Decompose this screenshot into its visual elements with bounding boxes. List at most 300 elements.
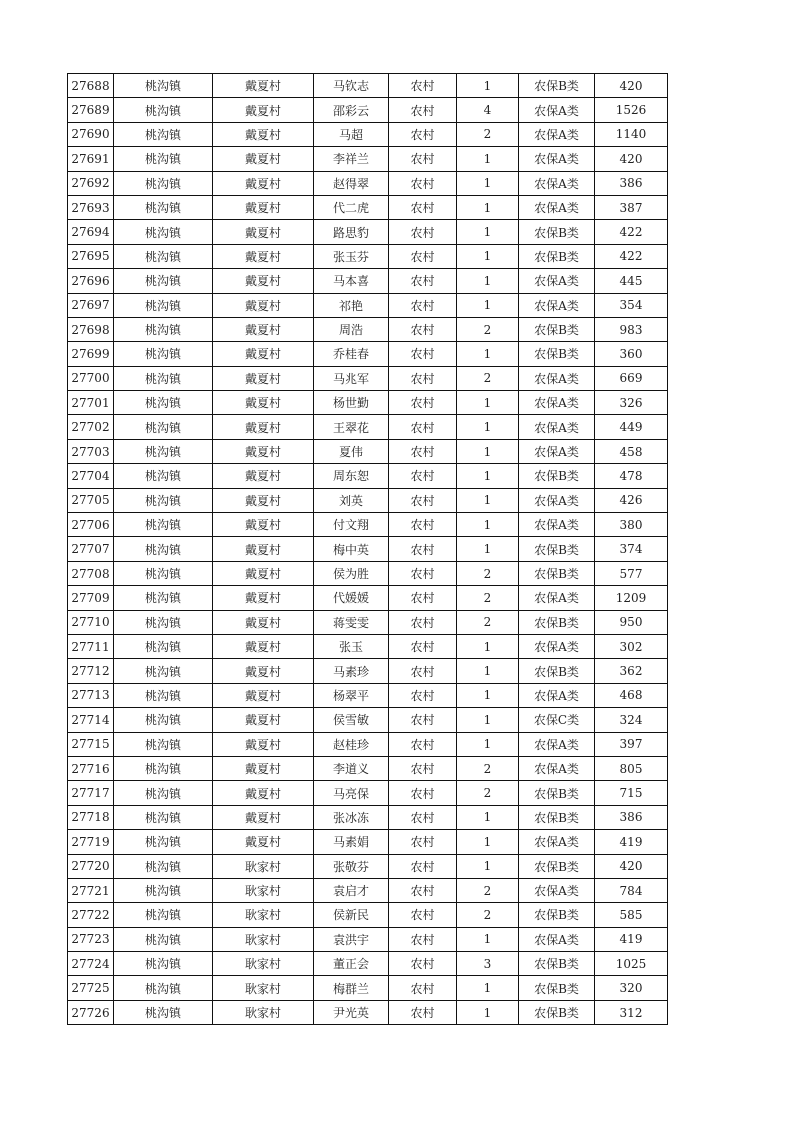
person-count-cell: 1 (457, 195, 519, 219)
person-count-cell: 1 (457, 244, 519, 268)
insurance-category-cell: 农保B类 (519, 805, 595, 829)
serial-number-cell: 27690 (68, 122, 114, 146)
household-type-cell: 农村 (389, 976, 457, 1000)
insurance-category-cell: 农保A类 (519, 147, 595, 171)
insurance-category-cell: 农保B类 (519, 903, 595, 927)
name-cell: 尹光英 (314, 1000, 389, 1024)
town-cell: 桃沟镇 (114, 903, 213, 927)
person-count-cell: 3 (457, 952, 519, 976)
insurance-category-cell: 农保B类 (519, 854, 595, 878)
household-type-cell: 农村 (389, 610, 457, 634)
village-cell: 耿家村 (213, 976, 314, 1000)
town-cell: 桃沟镇 (114, 122, 213, 146)
person-count-cell: 1 (457, 830, 519, 854)
serial-number-cell: 27715 (68, 732, 114, 756)
town-cell: 桃沟镇 (114, 610, 213, 634)
insurance-category-cell: 农保B类 (519, 610, 595, 634)
insurance-category-cell: 农保B类 (519, 976, 595, 1000)
village-cell: 戴夏村 (213, 220, 314, 244)
person-count-cell: 1 (457, 464, 519, 488)
household-type-cell: 农村 (389, 756, 457, 780)
name-cell: 代媛媛 (314, 586, 389, 610)
table-row (68, 854, 668, 878)
person-count-cell: 1 (457, 488, 519, 512)
town-cell: 桃沟镇 (114, 781, 213, 805)
table-row (68, 220, 668, 244)
person-count-cell: 1 (457, 805, 519, 829)
person-count-cell: 1 (457, 634, 519, 658)
amount-cell: 419 (595, 830, 668, 854)
amount-cell: 386 (595, 171, 668, 195)
village-cell: 戴夏村 (213, 781, 314, 805)
household-type-cell: 农村 (389, 74, 457, 98)
name-cell: 张玉 (314, 634, 389, 658)
table-row (68, 732, 668, 756)
serial-number-cell: 27726 (68, 1000, 114, 1024)
household-type-cell: 农村 (389, 854, 457, 878)
insurance-category-cell: 农保A类 (519, 513, 595, 537)
name-cell: 张敬芬 (314, 854, 389, 878)
household-type-cell: 农村 (389, 122, 457, 146)
name-cell: 邵彩云 (314, 98, 389, 122)
insurance-category-cell: 农保B类 (519, 781, 595, 805)
person-count-cell: 1 (457, 391, 519, 415)
village-cell: 戴夏村 (213, 732, 314, 756)
person-count-cell: 2 (457, 561, 519, 585)
town-cell: 桃沟镇 (114, 464, 213, 488)
amount-cell: 950 (595, 610, 668, 634)
town-cell: 桃沟镇 (114, 586, 213, 610)
town-cell: 桃沟镇 (114, 683, 213, 707)
household-type-cell: 农村 (389, 439, 457, 463)
amount-cell: 386 (595, 805, 668, 829)
person-count-cell: 1 (457, 659, 519, 683)
insurance-category-cell: 农保A类 (519, 927, 595, 951)
name-cell: 李道义 (314, 756, 389, 780)
town-cell: 桃沟镇 (114, 878, 213, 902)
household-type-cell: 农村 (389, 927, 457, 951)
amount-cell: 715 (595, 781, 668, 805)
insurance-category-cell: 农保A类 (519, 98, 595, 122)
table-row (68, 244, 668, 268)
amount-cell: 387 (595, 195, 668, 219)
amount-cell: 422 (595, 244, 668, 268)
name-cell: 夏伟 (314, 439, 389, 463)
table-row (68, 269, 668, 293)
town-cell: 桃沟镇 (114, 269, 213, 293)
household-type-cell: 农村 (389, 293, 457, 317)
village-cell: 耿家村 (213, 952, 314, 976)
person-count-cell: 1 (457, 415, 519, 439)
name-cell: 侯雪敏 (314, 708, 389, 732)
insurance-category-cell: 农保C类 (519, 708, 595, 732)
table-row (68, 708, 668, 732)
insurance-category-cell: 农保B类 (519, 952, 595, 976)
amount-cell: 1025 (595, 952, 668, 976)
village-cell: 戴夏村 (213, 439, 314, 463)
serial-number-cell: 27716 (68, 756, 114, 780)
village-cell: 戴夏村 (213, 488, 314, 512)
town-cell: 桃沟镇 (114, 854, 213, 878)
serial-number-cell: 27713 (68, 683, 114, 707)
table-row (68, 927, 668, 951)
name-cell: 袁启才 (314, 878, 389, 902)
name-cell: 李祥兰 (314, 147, 389, 171)
household-type-cell: 农村 (389, 952, 457, 976)
person-count-cell: 2 (457, 317, 519, 341)
person-count-cell: 2 (457, 366, 519, 390)
serial-number-cell: 27695 (68, 244, 114, 268)
town-cell: 桃沟镇 (114, 366, 213, 390)
village-cell: 戴夏村 (213, 269, 314, 293)
insurance-category-cell: 农保A类 (519, 488, 595, 512)
town-cell: 桃沟镇 (114, 415, 213, 439)
table-row (68, 415, 668, 439)
insurance-category-cell: 农保A类 (519, 293, 595, 317)
name-cell: 杨世勤 (314, 391, 389, 415)
village-cell: 戴夏村 (213, 293, 314, 317)
village-cell: 耿家村 (213, 927, 314, 951)
insurance-category-cell: 农保B类 (519, 317, 595, 341)
serial-number-cell: 27710 (68, 610, 114, 634)
town-cell: 桃沟镇 (114, 927, 213, 951)
town-cell: 桃沟镇 (114, 732, 213, 756)
insurance-category-cell: 农保B类 (519, 464, 595, 488)
table-row (68, 805, 668, 829)
insurance-category-cell: 农保A类 (519, 878, 595, 902)
amount-cell: 458 (595, 439, 668, 463)
town-cell: 桃沟镇 (114, 805, 213, 829)
table-row (68, 976, 668, 1000)
town-cell: 桃沟镇 (114, 708, 213, 732)
insurance-category-cell: 农保B类 (519, 561, 595, 585)
village-cell: 戴夏村 (213, 805, 314, 829)
household-type-cell: 农村 (389, 342, 457, 366)
village-cell: 戴夏村 (213, 342, 314, 366)
table-row (68, 1000, 668, 1024)
person-count-cell: 1 (457, 976, 519, 1000)
household-type-cell: 农村 (389, 732, 457, 756)
name-cell: 周浩 (314, 317, 389, 341)
insurance-category-cell: 农保B类 (519, 244, 595, 268)
person-count-cell: 2 (457, 781, 519, 805)
household-type-cell: 农村 (389, 195, 457, 219)
village-cell: 戴夏村 (213, 537, 314, 561)
village-cell: 戴夏村 (213, 586, 314, 610)
table-row (68, 147, 668, 171)
serial-number-cell: 27705 (68, 488, 114, 512)
insurance-category-cell: 农保A类 (519, 415, 595, 439)
town-cell: 桃沟镇 (114, 976, 213, 1000)
table-row (68, 439, 668, 463)
serial-number-cell: 27720 (68, 854, 114, 878)
town-cell: 桃沟镇 (114, 756, 213, 780)
data-table (67, 73, 668, 1025)
village-cell: 戴夏村 (213, 415, 314, 439)
village-cell: 戴夏村 (213, 634, 314, 658)
table-row (68, 171, 668, 195)
village-cell: 戴夏村 (213, 74, 314, 98)
town-cell: 桃沟镇 (114, 634, 213, 658)
amount-cell: 449 (595, 415, 668, 439)
table-row (68, 98, 668, 122)
person-count-cell: 1 (457, 513, 519, 537)
serial-number-cell: 27691 (68, 147, 114, 171)
amount-cell: 354 (595, 293, 668, 317)
town-cell: 桃沟镇 (114, 488, 213, 512)
town-cell: 桃沟镇 (114, 195, 213, 219)
table-row (68, 195, 668, 219)
serial-number-cell: 27702 (68, 415, 114, 439)
amount-cell: 1526 (595, 98, 668, 122)
insurance-category-cell: 农保A类 (519, 634, 595, 658)
insurance-category-cell: 农保B类 (519, 1000, 595, 1024)
name-cell: 马兆军 (314, 366, 389, 390)
town-cell: 桃沟镇 (114, 317, 213, 341)
amount-cell: 1140 (595, 122, 668, 146)
table-row (68, 756, 668, 780)
table-row (68, 878, 668, 902)
amount-cell: 1209 (595, 586, 668, 610)
insurance-category-cell: 农保A类 (519, 830, 595, 854)
serial-number-cell: 27707 (68, 537, 114, 561)
name-cell: 袁洪宇 (314, 927, 389, 951)
person-count-cell: 2 (457, 903, 519, 927)
village-cell: 戴夏村 (213, 391, 314, 415)
village-cell: 戴夏村 (213, 756, 314, 780)
village-cell: 戴夏村 (213, 317, 314, 341)
village-cell: 耿家村 (213, 1000, 314, 1024)
insurance-category-cell: 农保A类 (519, 756, 595, 780)
table-row (68, 586, 668, 610)
name-cell: 马亮保 (314, 781, 389, 805)
serial-number-cell: 27688 (68, 74, 114, 98)
person-count-cell: 1 (457, 708, 519, 732)
insurance-category-cell: 农保A类 (519, 683, 595, 707)
village-cell: 耿家村 (213, 878, 314, 902)
household-type-cell: 农村 (389, 391, 457, 415)
name-cell: 侯新民 (314, 903, 389, 927)
person-count-cell: 1 (457, 220, 519, 244)
household-type-cell: 农村 (389, 805, 457, 829)
name-cell: 乔桂春 (314, 342, 389, 366)
household-type-cell: 农村 (389, 659, 457, 683)
amount-cell: 360 (595, 342, 668, 366)
name-cell: 王翠花 (314, 415, 389, 439)
household-type-cell: 农村 (389, 366, 457, 390)
village-cell: 戴夏村 (213, 244, 314, 268)
household-type-cell: 农村 (389, 98, 457, 122)
name-cell: 梅中英 (314, 537, 389, 561)
village-cell: 戴夏村 (213, 464, 314, 488)
village-cell: 戴夏村 (213, 561, 314, 585)
name-cell: 马素珍 (314, 659, 389, 683)
town-cell: 桃沟镇 (114, 952, 213, 976)
amount-cell: 380 (595, 513, 668, 537)
person-count-cell: 1 (457, 269, 519, 293)
insurance-category-cell: 农保A类 (519, 439, 595, 463)
serial-number-cell: 27698 (68, 317, 114, 341)
household-type-cell: 农村 (389, 415, 457, 439)
serial-number-cell: 27722 (68, 903, 114, 927)
person-count-cell: 1 (457, 927, 519, 951)
household-type-cell: 农村 (389, 561, 457, 585)
amount-cell: 784 (595, 878, 668, 902)
amount-cell: 312 (595, 1000, 668, 1024)
name-cell: 刘英 (314, 488, 389, 512)
person-count-cell: 1 (457, 732, 519, 756)
person-count-cell: 1 (457, 74, 519, 98)
amount-cell: 468 (595, 683, 668, 707)
person-count-cell: 1 (457, 147, 519, 171)
serial-number-cell: 27692 (68, 171, 114, 195)
person-count-cell: 1 (457, 171, 519, 195)
name-cell: 梅群兰 (314, 976, 389, 1000)
insurance-category-cell: 农保A类 (519, 195, 595, 219)
amount-cell: 374 (595, 537, 668, 561)
serial-number-cell: 27694 (68, 220, 114, 244)
household-type-cell: 农村 (389, 903, 457, 927)
town-cell: 桃沟镇 (114, 537, 213, 561)
town-cell: 桃沟镇 (114, 293, 213, 317)
name-cell: 董正会 (314, 952, 389, 976)
table-row (68, 659, 668, 683)
name-cell: 张玉芬 (314, 244, 389, 268)
name-cell: 马超 (314, 122, 389, 146)
serial-number-cell: 27709 (68, 586, 114, 610)
household-type-cell: 农村 (389, 171, 457, 195)
name-cell: 马钦志 (314, 74, 389, 98)
person-count-cell: 2 (457, 122, 519, 146)
household-type-cell: 农村 (389, 683, 457, 707)
serial-number-cell: 27689 (68, 98, 114, 122)
serial-number-cell: 27714 (68, 708, 114, 732)
town-cell: 桃沟镇 (114, 220, 213, 244)
table-row (68, 610, 668, 634)
town-cell: 桃沟镇 (114, 74, 213, 98)
insurance-category-cell: 农保A类 (519, 732, 595, 756)
serial-number-cell: 27708 (68, 561, 114, 585)
amount-cell: 362 (595, 659, 668, 683)
village-cell: 戴夏村 (213, 659, 314, 683)
village-cell: 戴夏村 (213, 171, 314, 195)
serial-number-cell: 27712 (68, 659, 114, 683)
table-row (68, 952, 668, 976)
serial-number-cell: 27721 (68, 878, 114, 902)
amount-cell: 302 (595, 634, 668, 658)
amount-cell: 478 (595, 464, 668, 488)
table-body (68, 74, 668, 1025)
serial-number-cell: 27711 (68, 634, 114, 658)
village-cell: 耿家村 (213, 903, 314, 927)
name-cell: 马本喜 (314, 269, 389, 293)
amount-cell: 420 (595, 854, 668, 878)
table-row (68, 488, 668, 512)
town-cell: 桃沟镇 (114, 147, 213, 171)
insurance-category-cell: 农保B类 (519, 659, 595, 683)
table-row (68, 464, 668, 488)
town-cell: 桃沟镇 (114, 1000, 213, 1024)
household-type-cell: 农村 (389, 147, 457, 171)
name-cell: 杨翠平 (314, 683, 389, 707)
town-cell: 桃沟镇 (114, 391, 213, 415)
serial-number-cell: 27700 (68, 366, 114, 390)
name-cell: 赵得翠 (314, 171, 389, 195)
table-row (68, 366, 668, 390)
amount-cell: 397 (595, 732, 668, 756)
serial-number-cell: 27693 (68, 195, 114, 219)
household-type-cell: 农村 (389, 537, 457, 561)
village-cell: 戴夏村 (213, 513, 314, 537)
serial-number-cell: 27706 (68, 513, 114, 537)
serial-number-cell: 27719 (68, 830, 114, 854)
name-cell: 张冰冻 (314, 805, 389, 829)
household-type-cell: 农村 (389, 464, 457, 488)
amount-cell: 324 (595, 708, 668, 732)
name-cell: 马素娟 (314, 830, 389, 854)
household-type-cell: 农村 (389, 708, 457, 732)
name-cell: 付文翔 (314, 513, 389, 537)
insurance-category-cell: 农保B类 (519, 537, 595, 561)
insurance-category-cell: 农保A类 (519, 269, 595, 293)
person-count-cell: 1 (457, 342, 519, 366)
household-type-cell: 农村 (389, 586, 457, 610)
household-type-cell: 农村 (389, 220, 457, 244)
village-cell: 戴夏村 (213, 195, 314, 219)
table-row (68, 561, 668, 585)
table-row (68, 903, 668, 927)
insurance-category-cell: 农保A类 (519, 391, 595, 415)
table-row (68, 781, 668, 805)
table-row (68, 830, 668, 854)
table-row (68, 342, 668, 366)
name-cell: 代二虎 (314, 195, 389, 219)
table-row (68, 537, 668, 561)
person-count-cell: 4 (457, 98, 519, 122)
amount-cell: 983 (595, 317, 668, 341)
amount-cell: 426 (595, 488, 668, 512)
town-cell: 桃沟镇 (114, 342, 213, 366)
table-row (68, 74, 668, 98)
household-type-cell: 农村 (389, 781, 457, 805)
serial-number-cell: 27697 (68, 293, 114, 317)
village-cell: 戴夏村 (213, 147, 314, 171)
household-type-cell: 农村 (389, 269, 457, 293)
name-cell: 周东恕 (314, 464, 389, 488)
table-row (68, 293, 668, 317)
amount-cell: 669 (595, 366, 668, 390)
town-cell: 桃沟镇 (114, 659, 213, 683)
household-type-cell: 农村 (389, 244, 457, 268)
serial-number-cell: 27723 (68, 927, 114, 951)
household-type-cell: 农村 (389, 878, 457, 902)
serial-number-cell: 27704 (68, 464, 114, 488)
household-type-cell: 农村 (389, 513, 457, 537)
household-type-cell: 农村 (389, 634, 457, 658)
insurance-category-cell: 农保A类 (519, 366, 595, 390)
household-type-cell: 农村 (389, 1000, 457, 1024)
town-cell: 桃沟镇 (114, 171, 213, 195)
village-cell: 耿家村 (213, 854, 314, 878)
person-count-cell: 1 (457, 537, 519, 561)
insurance-category-cell: 农保B类 (519, 220, 595, 244)
person-count-cell: 2 (457, 610, 519, 634)
serial-number-cell: 27703 (68, 439, 114, 463)
name-cell: 侯为胜 (314, 561, 389, 585)
serial-number-cell: 27724 (68, 952, 114, 976)
amount-cell: 445 (595, 269, 668, 293)
serial-number-cell: 27701 (68, 391, 114, 415)
